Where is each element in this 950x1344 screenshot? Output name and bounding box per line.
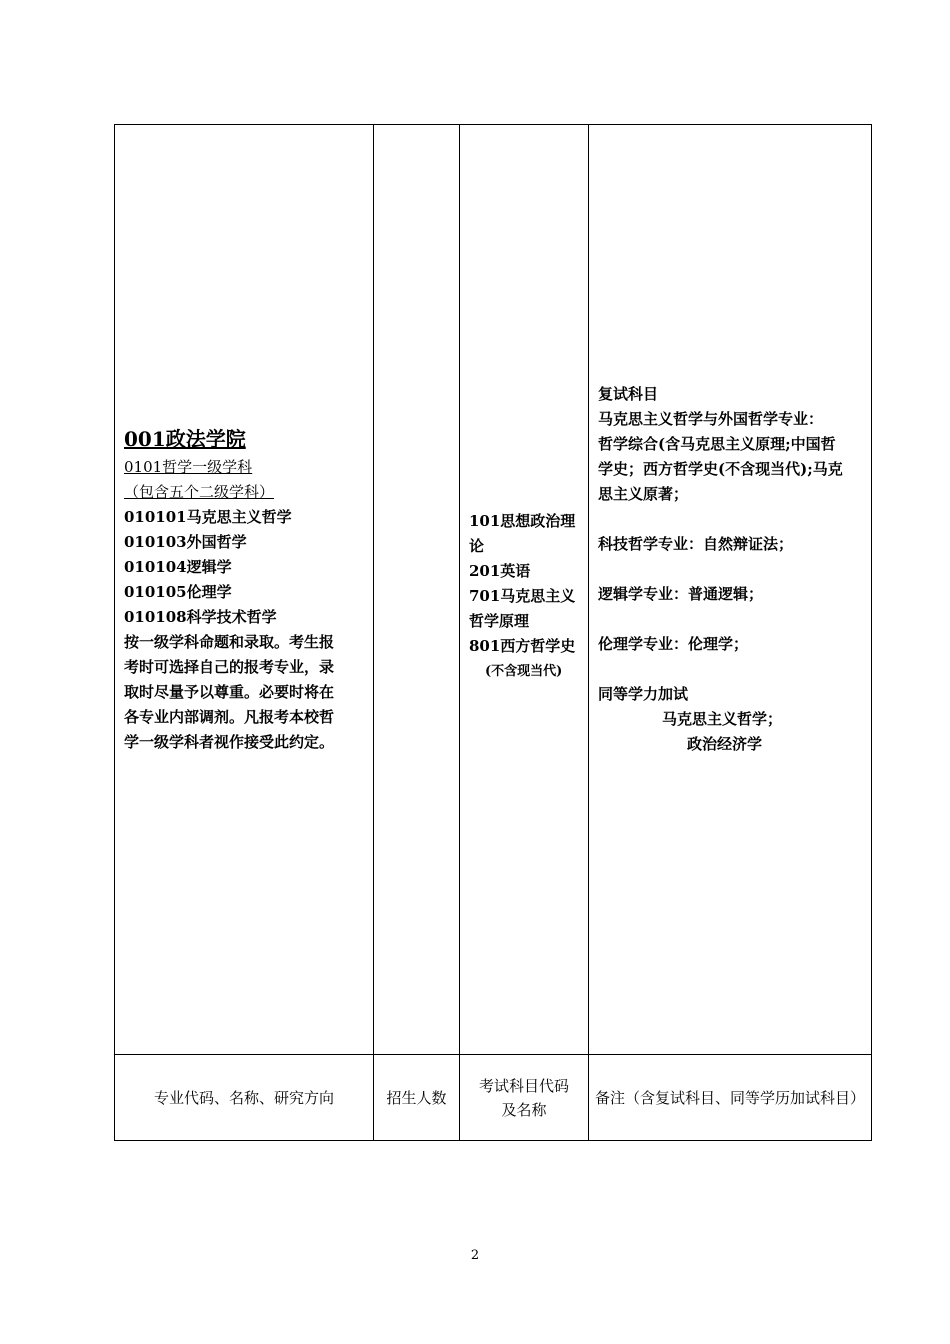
discipline-note: （包含五个二级学科） [124, 482, 275, 501]
page-number: 2 [470, 1248, 480, 1263]
logic-remark: 逻辑学专业：普通逻辑； [598, 585, 764, 603]
spacer [598, 507, 863, 532]
equivalent-subject: 政治经济学 [687, 735, 763, 753]
exam-cell [460, 125, 589, 1055]
marxism-foreign-line: 学史；西方哲学史(不含现当代);马克 [598, 460, 843, 478]
policy-line: 学一级学科者视作接受此约定。 [124, 732, 335, 751]
header-exam [460, 1055, 589, 1141]
major-item: 010108科学技术哲学 [124, 607, 277, 626]
discipline-name: 0101哲学一级学科 [124, 457, 253, 476]
policy-line: 取时尽量予以尊重。必要时将在 [124, 682, 335, 701]
exam-line: 701马克思主义 [469, 587, 576, 605]
spacer [598, 607, 863, 632]
header-remark-label: 备注（含复试科目、同等学历加试科目） [595, 1088, 866, 1107]
spacer [598, 657, 863, 682]
exam-line: 哲学原理 [469, 612, 530, 630]
enrollment-cell [374, 125, 460, 1055]
exam-line: 101思想政治理 [469, 512, 576, 530]
exam-note: (不含现当代) [485, 664, 563, 679]
major-item: 010103外国哲学 [124, 532, 247, 551]
major-item: 010104逻辑学 [124, 557, 232, 576]
major-item: 010101马克思主义哲学 [124, 507, 292, 526]
equivalent-title: 同等学力加试 [598, 685, 689, 703]
marxism-foreign-line: 思主义原著； [598, 485, 689, 503]
marxism-foreign-title: 马克思主义哲学与外国哲学专业： [598, 410, 824, 428]
major-cell [115, 125, 374, 1055]
policy-line: 按一级学科命题和录取。考生报 [124, 632, 335, 651]
remark-cell [589, 125, 872, 1055]
header-row [115, 1055, 872, 1141]
sci-tech-remark: 科技哲学专业：自然辩证法； [598, 535, 794, 553]
exam-line: 201英语 [469, 562, 531, 580]
equivalent-subject: 马克思主义哲学； [662, 710, 783, 728]
spacer [598, 557, 863, 582]
content-row [115, 125, 872, 1055]
policy-line: 考时可选择自己的报考专业，录 [124, 657, 335, 676]
ethics-remark: 伦理学专业：伦理学； [598, 635, 749, 653]
major-item: 010105伦理学 [124, 582, 232, 601]
header-remark [589, 1055, 872, 1141]
exam-line: 论 [469, 537, 485, 555]
policy-line: 各专业内部调剂。凡报考本校哲 [124, 707, 335, 726]
exam-line: 801西方哲学史 [469, 637, 576, 655]
department-title: 001政法学院 [124, 426, 246, 451]
header-enrollment: 招生人数 [374, 1055, 460, 1141]
retest-title: 复试科目 [598, 385, 659, 403]
header-major: 专业代码、名称、研究方向 [115, 1055, 374, 1141]
admissions-table [114, 124, 872, 1141]
header-exam-label: 考试科目代码及名称 [478, 1076, 569, 1119]
marxism-foreign-line: 哲学综合(含马克思主义原理;中国哲 [598, 435, 836, 453]
